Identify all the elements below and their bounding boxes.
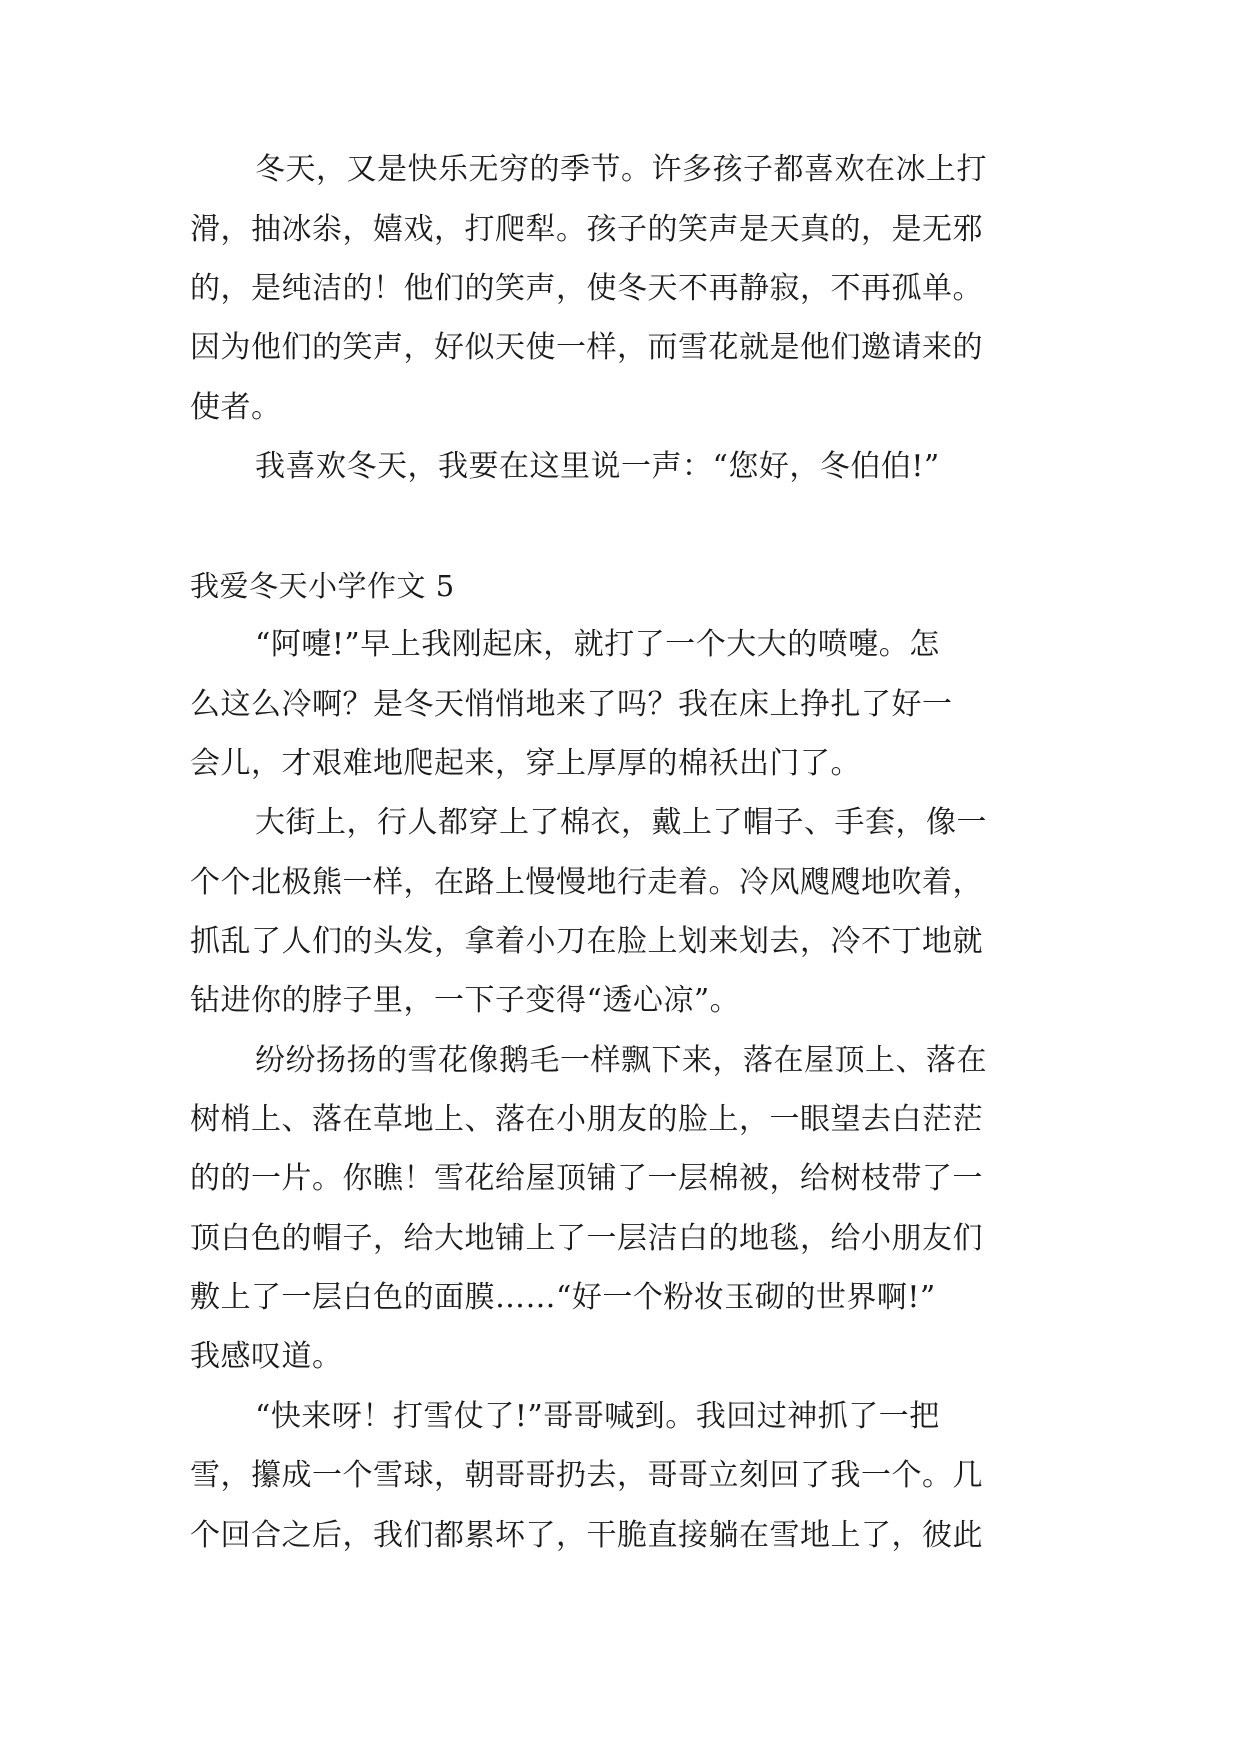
section-title: 我爱冬天小学作文 5 [190,569,455,603]
paragraph-line: 钻进你的脖子里，一下子变得“透心凉”。 [190,983,741,1018]
paragraph-line: 因为他们的笑声，好似天使一样，而雪花就是他们邀请来的 [190,330,983,365]
paragraph-line: 纷纷扬扬的雪花像鹅毛一样飘下来，落在屋顶上、落在 [255,1043,987,1078]
paragraph-line: 敷上了一层白色的面膜……“好一个粉妆玉砌的世界啊!” [190,1280,936,1315]
paragraph-line: 我喜欢冬天，我要在这里说一声：“您好，冬伯伯!” [255,449,940,484]
paragraph-line: 会儿，才艰难地爬起来，穿上厚厚的棉袄出门了。 [190,746,861,781]
paragraph-line: 么这么冷啊？是冬天悄悄地来了吗？我在床上挣扎了好一 [190,687,953,722]
paragraph-line: 顶白色的帽子，给大地铺上了一层洁白的地毯，给小朋友们 [190,1221,983,1256]
paragraph-line: 个回合之后，我们都累坏了，干脆直接躺在雪地上了，彼此 [190,1518,983,1553]
paragraph-line: 冬天，又是快乐无穷的季节。许多孩子都喜欢在冰上打 [255,152,987,187]
paragraph-line: 的的一片。你瞧！雪花给屋顶铺了一层棉被，给树枝带了一 [190,1161,983,1196]
paragraph-line: 的，是纯洁的！他们的笑声，使冬天不再静寂，不再孤单。 [190,271,983,306]
paragraph-line: 我感叹道。 [190,1339,343,1374]
paragraph-line: 使者。 [190,390,282,425]
paragraph-line: 抓乱了人们的头发，拿着小刀在脸上划来划去，冷不丁地就 [190,924,983,959]
paragraph-line: 滑，抽冰尜，嬉戏，打爬犁。孩子的笑声是天真的，是无邪 [190,212,983,247]
paragraph-line: 个个北极熊一样，在路上慢慢地行走着。冷风飕飕地吹着， [190,865,983,900]
paragraph-line: 大街上，行人都穿上了棉衣，戴上了帽子、手套，像一 [255,805,987,840]
paragraph-line: 雪，攥成一个雪球，朝哥哥扔去，哥哥立刻回了我一个。几 [190,1458,983,1493]
paragraph-line: 树梢上、落在草地上、落在小朋友的脸上，一眼望去白茫茫 [190,1102,983,1137]
paragraph-line: “阿嚏!”早上我刚起床，就打了一个大大的喷嚏。怎 [255,627,940,662]
paragraph-line: “快来呀！打雪仗了!”哥哥喊到。我回过神抓了一把 [255,1399,940,1434]
